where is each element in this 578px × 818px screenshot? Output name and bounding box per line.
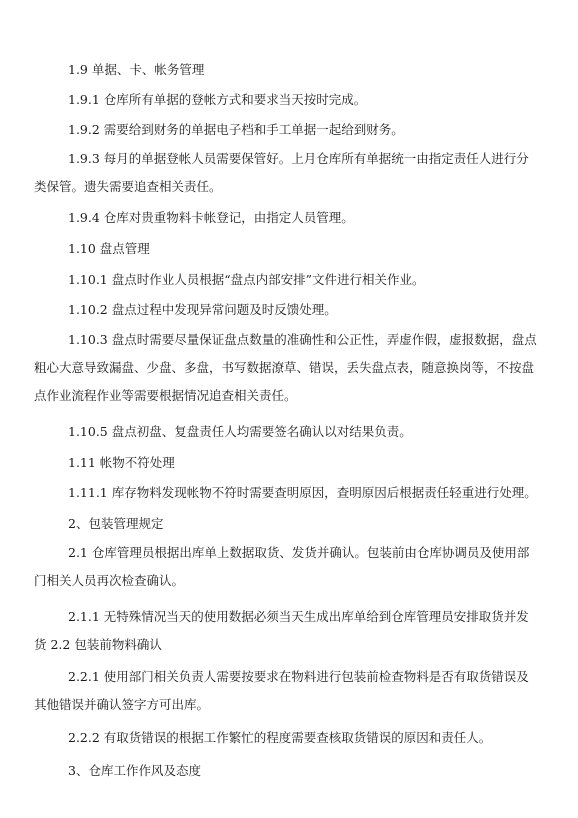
- paragraph: 1.11.1 库存物料发现帐物不符时需要查明原因，查明原因后根据责任轻重进行处理。: [68, 485, 537, 500]
- paragraph: 1.9.3 每月的单据登帐人员需要保管好。上月仓库所有单据统一由指定责任人进行分类保管。遗失需要追查相关责任。: [34, 151, 529, 194]
- paragraph: 1.10.2 盘点过程中发现异常问题及时反馈处理。: [68, 302, 337, 317]
- paragraph: 1.9.1 仓库所有单据的登帐方式和要求当天按时完成。: [68, 92, 367, 107]
- section-heading: 1.9 单据、卡、帐务管理: [68, 62, 205, 77]
- paragraph: 1.9.2 需要给到财务的单据电子档和手工单据一起给到财务。: [68, 122, 404, 137]
- paragraph: 2.1.1 无特殊情况当天的使用数据必须当天生成出库单给到仓库管理员安排取货并发货 2.2 包装前物料确认: [34, 609, 529, 652]
- paragraph: 2.2.1 使用部门相关负责人需要按要求在物料进行包装前检查物料是否有取货错误及其他错误并确认签字方可出库。: [34, 669, 529, 712]
- section-heading: 1.11 帐物不符处理: [68, 455, 175, 470]
- paragraph: 1.10.3 盘点时需要尽量保证盘点数量的准确性和公正性，弄虚作假，虚报数据，盘点粗心大意导致漏盘、少盘、多盘，书写数据潦草、错误，丢失盘点表，随意换岗等，不按盘点作业流程作业等需要根据情况追查相关责任。: [34, 332, 537, 403]
- paragraph: 1.10.1 盘点时作业人员根据“盘点内部安排”文件进行相关作业。: [68, 272, 425, 287]
- paragraph: 1.9.4 仓库对贵重物料卡帐登记，由指定人员管理。: [68, 210, 354, 225]
- paragraph: 2.1 仓库管理员根据出库单上数据取货、发货并确认。包装前由仓库协调员及使用部门相关人员再次检查确认。: [34, 545, 530, 588]
- paragraph: 1.10.5 盘点初盘、复盘责任人均需要签名确认以对结果负责。: [68, 424, 412, 439]
- section-heading: 2、包装管理规定: [68, 516, 164, 531]
- paragraph: 2.2.2 有取货错误的根据工作繁忙的程度需要查核取货错误的原因和责任人。: [68, 730, 492, 745]
- section-heading: 3、仓库工作作风及态度: [68, 763, 201, 778]
- section-heading: 1.10 盘点管理: [68, 241, 150, 256]
